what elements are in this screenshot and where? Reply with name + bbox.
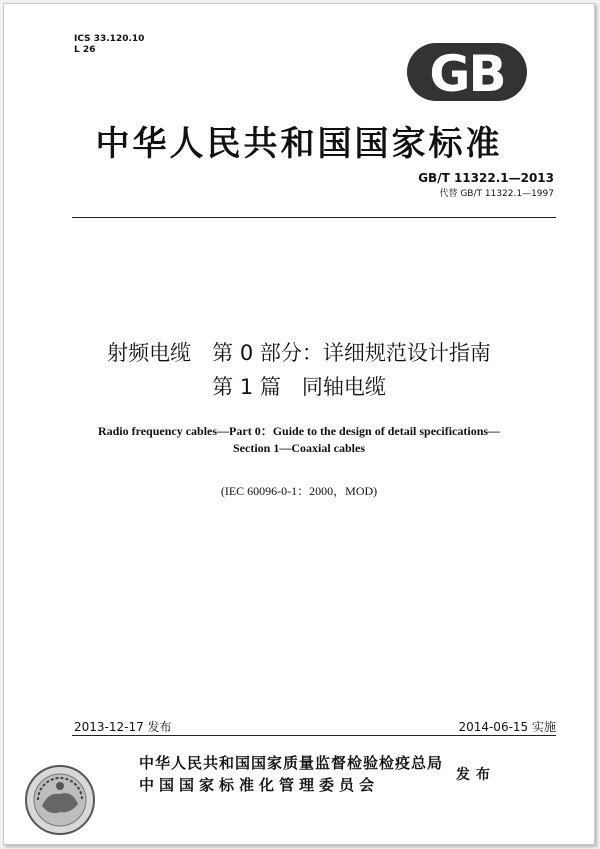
title-cn-line2: 第 1 篇 同轴电缆 bbox=[212, 375, 386, 399]
gb-logo-text: GB bbox=[429, 45, 505, 102]
national-emblem-seal-icon bbox=[24, 764, 96, 836]
replaces-note: 代替 GB/T 11322.1—1997 bbox=[439, 189, 554, 199]
standard-cover-page bbox=[3, 3, 595, 845]
iec-reference: (IEC 60096-0-1：2000，MOD) bbox=[220, 484, 378, 498]
classification-block bbox=[74, 34, 144, 56]
publish-date: 2013-12-17 发布 bbox=[74, 720, 172, 734]
national-standard-heading: 中华人民共和国国家标准 bbox=[95, 124, 503, 164]
issuer-line1: 中华人民共和国国家质量监督检验检疫总局 bbox=[139, 754, 444, 772]
issue-label: 发布 bbox=[456, 767, 496, 783]
ics-code: ICS 33.120.10 bbox=[74, 34, 145, 44]
footer-divider bbox=[72, 735, 556, 736]
title-en-line1: Radio frequency cables—Part 0：Guide to the design of detail specifications— bbox=[97, 424, 501, 438]
ccs-code: L 26 bbox=[74, 45, 96, 55]
header-divider bbox=[72, 217, 556, 218]
title-en-line2: Section 1—Coaxial cables bbox=[233, 441, 365, 455]
implement-date: 2014-06-15 实施 bbox=[458, 720, 556, 734]
gb-logo bbox=[406, 42, 528, 102]
title-cn-line1: 射频电缆 第 0 部分：详细规范设计指南 bbox=[107, 341, 491, 365]
standard-number: GB/T 11322.1—2013 bbox=[418, 171, 554, 185]
issuer-line2: 中国国家标准化管理委员会 bbox=[139, 776, 380, 794]
